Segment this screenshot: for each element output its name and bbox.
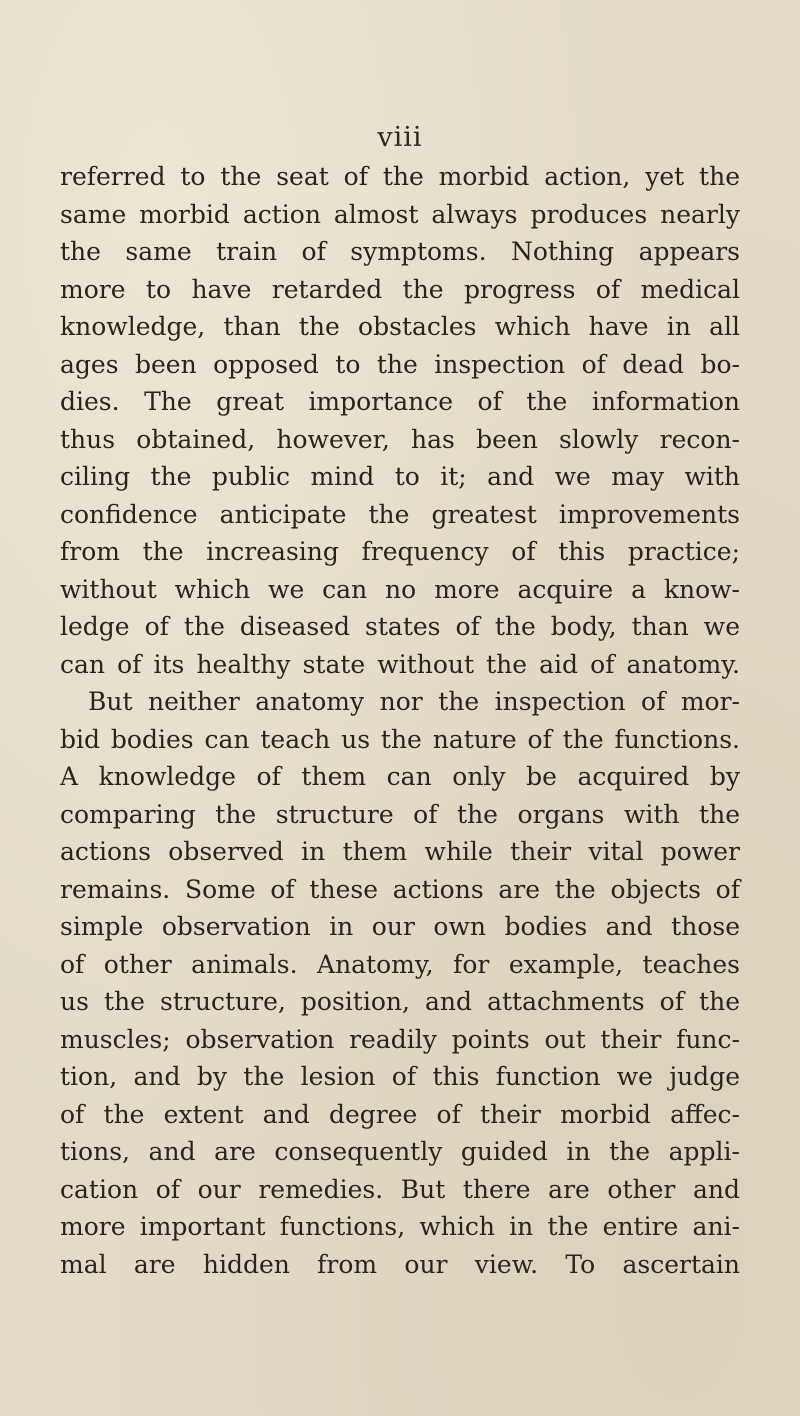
text-line: of other animals. Anatomy, for example, teaches	[60, 949, 740, 979]
text-line: same morbid action almost always produces nearly	[60, 199, 740, 229]
text-line: us the structure, position, and attachments of the	[60, 987, 740, 1016]
text-line: confidence anticipate the greatest improvements	[60, 499, 740, 529]
text-line: from the increasing frequency of this practice;	[60, 537, 740, 566]
text-line: actions observed in them while their vital power	[60, 837, 740, 866]
text-line: mal are hidden from our view. To ascertain	[60, 1249, 740, 1279]
text-line: A knowledge of them can only be acquired by	[60, 762, 740, 791]
body-text	[60, 158, 740, 1283]
paragraph-start-line: But neither anatomy nor the inspection of mor-	[88, 687, 740, 716]
text-line: thus obtained, however, has been slowly recon-	[60, 424, 740, 454]
text-line: muscles; observation readily points out their func-	[60, 1024, 740, 1054]
text-line: bid bodies can teach us the nature of the functions.	[60, 724, 740, 754]
text-line: ciling the public mind to it; and we may with	[60, 462, 740, 491]
text-line: tions, and are consequently guided in the appli-	[60, 1137, 740, 1166]
text-line: simple observation in our own bodies and those	[60, 912, 740, 941]
text-line: of the extent and degree of their morbid affec-	[60, 1099, 740, 1129]
text-line: ages been opposed to the inspection of dead bo-	[60, 349, 740, 379]
text-line: dies. The great importance of the information	[60, 387, 740, 416]
text-line: the same train of symptoms. Nothing appears	[60, 237, 740, 266]
text-line: more to have retarded the progress of medical	[60, 274, 740, 304]
text-line: ledge of the diseased states of the body, than we	[60, 612, 740, 641]
text-line: referred to the seat of the morbid action, yet the	[60, 162, 740, 191]
text-line: tion, and by the lesion of this function we judge	[60, 1062, 740, 1091]
text-line: without which we can no more acquire a know-	[60, 574, 740, 604]
text-line: can of its healthy state without the aid of anatomy.	[60, 649, 740, 679]
text-line: knowledge, than the obstacles which have in all	[60, 312, 740, 341]
text-line: more important functions, which in the entire ani-	[60, 1212, 740, 1241]
page-number: viii	[377, 122, 423, 153]
text-line: comparing the structure of the organs with the	[60, 799, 740, 829]
text-line: cation of our remedies. But there are other and	[60, 1174, 740, 1204]
text-line: remains. Some of these actions are the objects of	[60, 874, 740, 904]
